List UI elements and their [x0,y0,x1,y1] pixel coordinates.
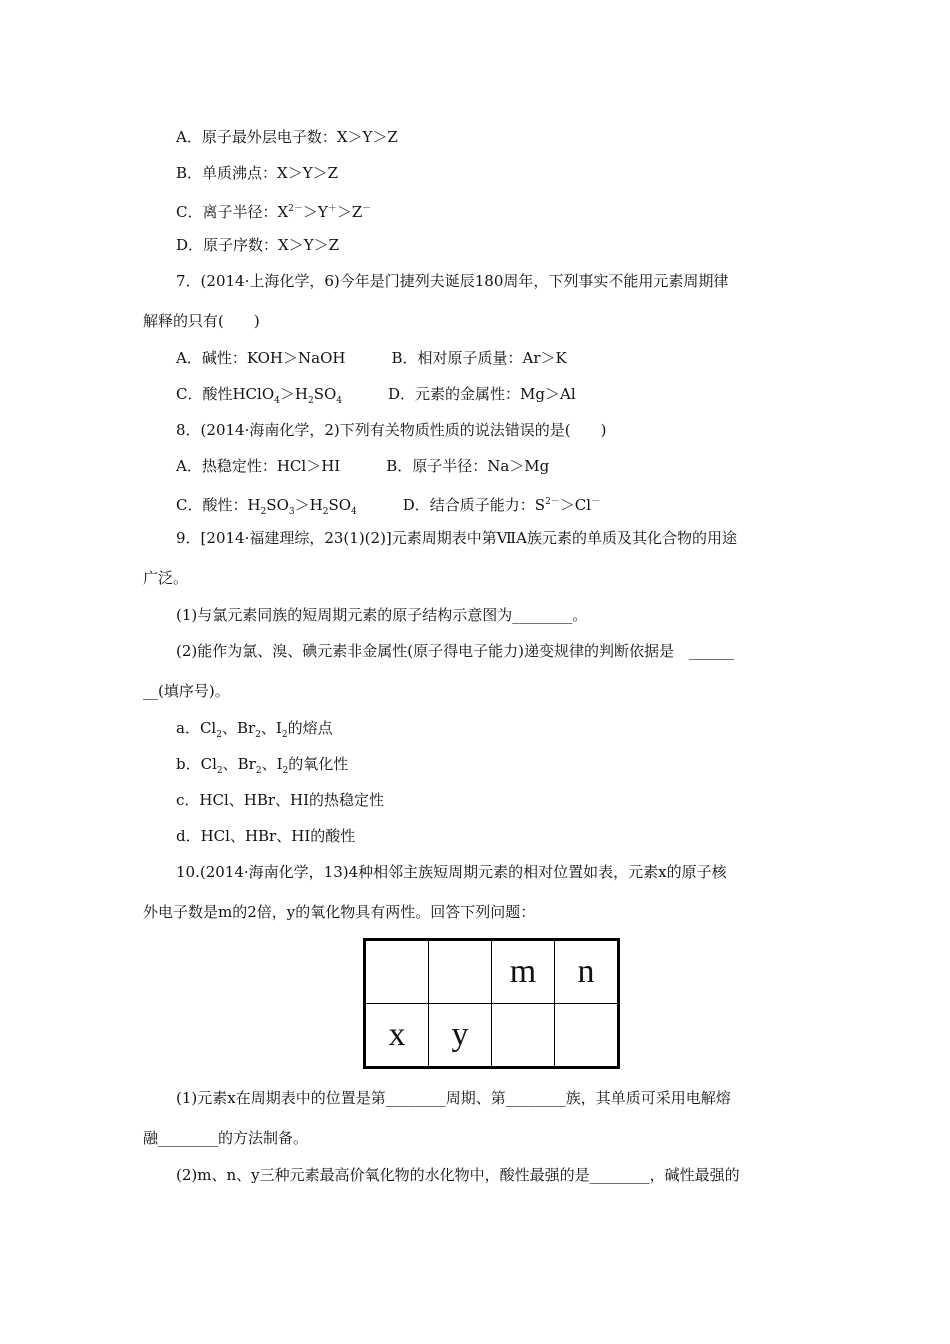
q8-stem: 8．(2014·海南化学，2)下列有关物质性质的说法错误的是( ) [176,421,607,439]
q7-option-d: D．元素的金属性：Mg＞Al [388,385,576,403]
text: SO [328,496,352,514]
subscript: 2 [322,507,329,517]
text: ＞H [279,385,308,403]
text: ＞Y [302,203,328,221]
table-cell: x [365,1004,429,1068]
subscript: 4 [336,396,343,406]
text: ＞Z [336,203,363,221]
q7-options-ab [176,348,567,368]
q8-options-cd [176,492,600,522]
periodic-position-table [363,938,620,1069]
q10-stem-line2: 外电子数是m的2倍，y的氧化物具有两性。回答下列问题： [143,903,536,921]
subscript: 2 [260,507,267,517]
text: b．Cl [176,755,217,773]
q8-option-c [176,496,357,517]
q9-choice-d: d．HCl、HBr、HI的酸性 [176,827,356,845]
q6-option-a: A．原子最外层电子数：X＞Y＞Z [176,128,398,146]
table-cell [365,940,429,1004]
table-row [365,1004,619,1068]
q10-part1-line2: 融________的方法制备。 [143,1129,309,1147]
superscript: ＋ [327,204,337,214]
text: SO [313,385,337,403]
q10-part2-line1: (2)m、n、y三种元素最高价氧化物的水化物中，酸性最强的是________，碱性最强的 [176,1166,740,1184]
q9-part2-line2: __(填序号)。 [143,682,230,700]
q9-part2-line1: (2)能作为氯、溴、碘元素非金属性(原子得电子能力)递变规律的判断依据是 ______ [176,642,734,660]
subscript: 2 [307,396,314,406]
q8-options-ab [176,456,549,476]
q7-stem-line1: 7．(2014·上海化学，6)今年是门捷列夫诞辰180周年，下列事实不能用元素周期律 [176,272,729,290]
q6-option-c [176,199,371,222]
table-row [365,940,619,1004]
table-cell: m [492,940,555,1004]
text: 、I [261,755,283,773]
q9-stem-line2: 广泛。 [143,569,189,587]
q7-option-c [176,385,343,406]
q10-part1-line1: (1)元素x在周期表中的位置是第________周期、第________族，其单质可采用电解熔 [176,1089,731,1107]
subscript: 2 [255,766,262,776]
q6-option-b: B．单质沸点：X＞Y＞Z [176,164,339,182]
q8-option-d [403,496,600,514]
q9-choice-a [176,718,333,745]
subscript: 2 [255,730,261,740]
q7-stem-line2: 解释的只有( ) [143,312,260,330]
q7-option-b: B．相对原子质量：Ar＞K [391,349,567,367]
text: 、Br [221,719,256,737]
subscript: 2 [216,730,222,740]
q9-stem-line1: 9．[2014·福建理综，23(1)(2)]元素周期表中第ⅦA族元素的单质及其化合物的用途 [176,529,737,547]
text: 、I [260,719,282,737]
q8-option-b: B．原子半径：Na＞Mg [386,457,550,475]
q6-option-d: D．原子序数：X＞Y＞Z [176,236,340,254]
text: 的氧化性 [288,755,349,773]
text: C．酸性HClO [176,385,275,403]
table-cell: y [429,1004,492,1068]
table-cell [429,940,492,1004]
superscript: － [591,497,601,507]
subscript: 2 [281,730,288,740]
text: ＞H [294,496,323,514]
superscript: － [362,204,372,214]
q7-option-a: A．碱性：KOH＞NaOH [176,349,346,367]
subscript: 3 [288,507,295,517]
q9-choice-c: c．HCl、HBr、HI的热稳定性 [176,791,385,809]
text: D．结合质子能力：S [402,496,546,514]
subscript: 4 [274,396,280,406]
subscript: 2 [216,766,223,776]
text: 、Br [222,755,256,773]
q9-choice-b [176,754,348,781]
text: SO [266,496,289,514]
text: ＞Cl [559,496,592,514]
subscript: 2 [282,766,289,776]
subscript: 4 [351,507,357,517]
text: C．离子半径：X [176,203,289,221]
q7-options-cd [176,384,576,411]
superscript: 2－ [288,204,303,214]
table-cell [492,1004,555,1068]
table-cell [555,1004,619,1068]
q8-option-a: A．热稳定性：HCl＞HI [176,457,341,475]
q9-part1: (1)与氯元素同族的短周期元素的原子结构示意图为________。 [176,606,588,624]
text: 的熔点 [287,719,333,737]
text: a．Cl [176,719,217,737]
text: C．酸性：H [176,496,261,514]
superscript: 2－ [545,497,560,507]
q10-stem-line1: 10.(2014·海南化学，13)4种相邻主族短周期元素的相对位置如表，元素x的原子核 [176,863,727,881]
table-cell: n [555,940,619,1004]
